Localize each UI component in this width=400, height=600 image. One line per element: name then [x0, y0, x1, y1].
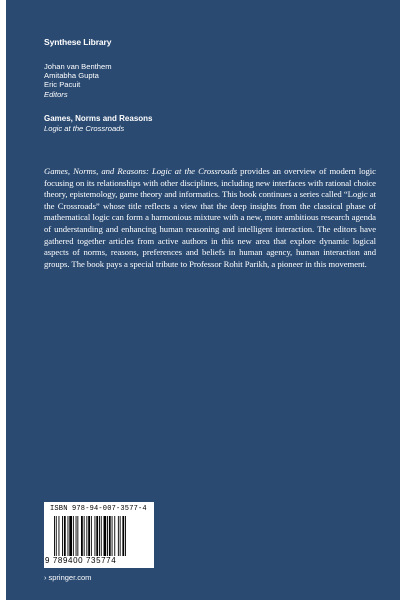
book-title: Games, Norms and Reasons [44, 114, 153, 123]
barcode-bar [88, 516, 90, 556]
barcode-bar [86, 516, 87, 556]
barcode-bar [76, 516, 77, 556]
description-text: provides an overview of modern logic focusing on its relationships with other disciplines, including new interfaces with rational choice theory, epistemology, game theory and informatics. This book continues a series called “Logic at the Crossroads” whose title reflects a view that the deep insights from the classical phase of mathematical logic can form a harmonious mixture with a new, more ambitious research agenda of understanding and enhancing human reasoning and intelligent interaction. The editors have gathered together articles from active authors in this new area that explore dynamic logical aspects of norms, reasons, preferences and beliefs in human agency, human interaction and groups. The book pays a special tribute to Professor Rohit Parikh, a pioneer in this movement. [44, 166, 376, 269]
editor-name: Amitabha Gupta [44, 71, 99, 81]
barcode-bar [122, 516, 124, 556]
barcode-bar [73, 516, 74, 556]
editor-name: Eric Pacuit [44, 80, 81, 90]
barcode-bar [104, 516, 107, 556]
chevron-right-icon: › [44, 573, 47, 582]
editors-role-label: Editors [44, 89, 68, 99]
barcode-bar [54, 516, 55, 556]
barcode-bar [125, 516, 126, 556]
barcode-bar [69, 516, 72, 556]
barcode-bar [64, 516, 66, 556]
isbn-barcode [44, 502, 154, 568]
barcode-bar [114, 516, 115, 556]
barcode-bar [84, 516, 85, 556]
publisher-url: springer.com [48, 573, 92, 582]
barcode-bar [99, 516, 100, 556]
barcode-bars [54, 516, 148, 556]
barcode-bar [101, 516, 102, 556]
barcode-bar [81, 516, 83, 556]
editor-name: Johan van Benthem [44, 62, 112, 71]
barcode-bar [112, 516, 113, 556]
book-subtitle: Logic at the Crossroads [44, 124, 125, 133]
barcode-bar [118, 516, 119, 556]
editors-block [44, 62, 112, 99]
barcode-bar [62, 516, 63, 556]
barcode-bar [91, 516, 92, 556]
barcode-bar [77, 516, 78, 556]
description-lead-title: Games, Norms, and Reasons: Logic at the Crossroads [44, 166, 238, 176]
barcode-bar [59, 516, 60, 556]
series-name: Synthese Library [44, 37, 112, 47]
barcode-bar [96, 516, 98, 556]
barcode-bar [56, 516, 57, 556]
book-description [44, 166, 376, 270]
barcode-bar [95, 516, 96, 556]
isbn-label: ISBN 978-94-007-3577-4 [50, 505, 147, 513]
back-cover [6, 0, 400, 600]
barcode-bar [68, 516, 69, 556]
publisher-link[interactable] [44, 573, 91, 582]
barcode-bar [107, 516, 108, 556]
barcode-digits: 9 789400 735774 [45, 556, 117, 565]
barcode-bar [109, 516, 111, 556]
barcode-bar [120, 516, 121, 556]
